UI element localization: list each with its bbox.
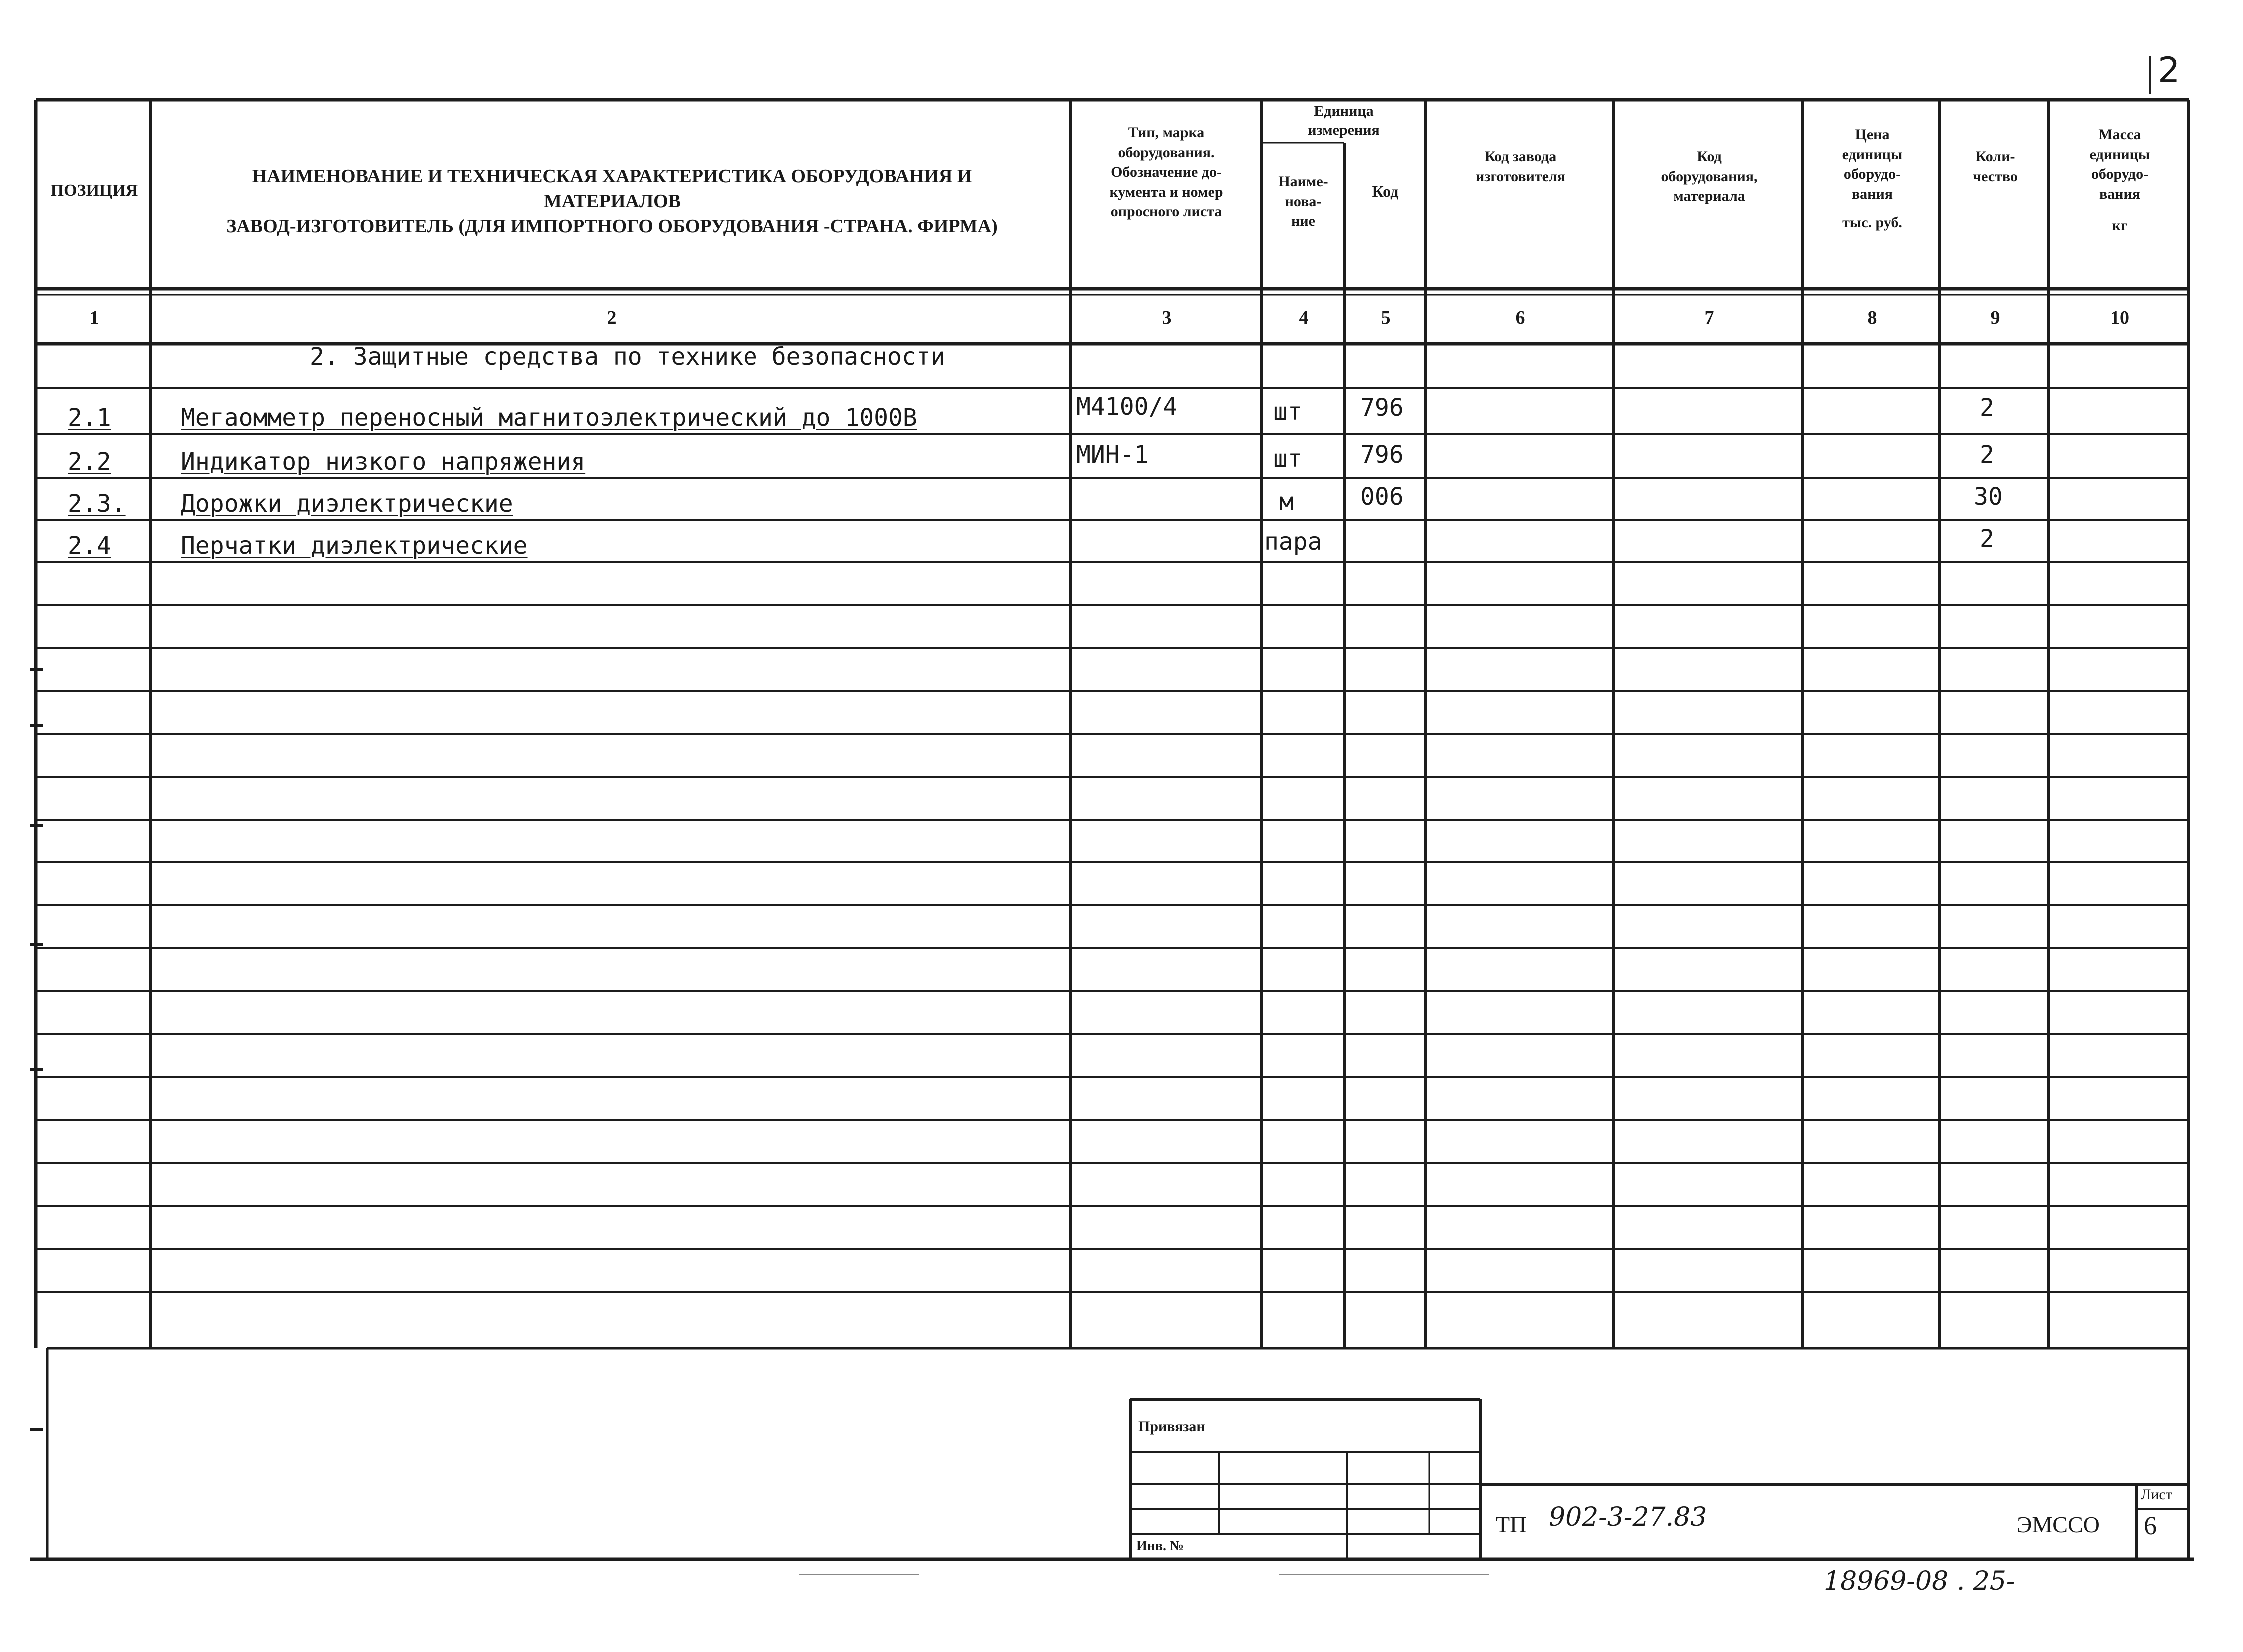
section-title: 2. Защитные средства по технике безопасности bbox=[310, 343, 945, 371]
row-unit: шт bbox=[1273, 445, 1302, 473]
header-col-mass-line4: вания bbox=[2099, 185, 2140, 202]
row-position: 2.1 bbox=[68, 404, 111, 432]
header-col-type-line2: оборудования. bbox=[1118, 144, 1215, 161]
header-col-price-line5: тыс. руб. bbox=[1842, 214, 1902, 231]
row-qty: 2 bbox=[1980, 525, 1994, 553]
header-unit-group-line1: Единица bbox=[1314, 103, 1374, 119]
column-number: 4 bbox=[1299, 307, 1309, 328]
row-code: 796 bbox=[1360, 441, 1404, 469]
row-unit: шт bbox=[1273, 398, 1302, 426]
column-number: 5 bbox=[1381, 307, 1391, 328]
header-col-name-line3: ЗАВОД-ИЗГОТОВИТЕЛЬ (ДЛЯ ИМПОРТНОГО ОБОРУДОВАНИЯ -СТРАНА. ФИРМА) bbox=[226, 216, 998, 237]
row-position: 2.2 bbox=[68, 448, 111, 476]
row-qty: 30 bbox=[1974, 483, 2003, 511]
header-col-equipment-code-line1: Код bbox=[1697, 148, 1722, 165]
row-name: Мегаомметр переносный магнитоэлектрический до 1000В bbox=[181, 404, 917, 432]
row-qty: 2 bbox=[1980, 441, 1994, 469]
header-col-mass-line5: кг bbox=[2112, 217, 2128, 234]
header-unit-group-line2: измерения bbox=[1308, 121, 1380, 138]
row-name: Индикатор низкого напряжения bbox=[181, 448, 586, 476]
header-col-manufacturer-code-line2: изготовителя bbox=[1475, 168, 1565, 185]
header-col-position: ПОЗИЦИЯ bbox=[50, 181, 138, 200]
document-number: 902-3-27.83 bbox=[1549, 1502, 1707, 1532]
inventory-number-label: Инв. № bbox=[1136, 1538, 1184, 1554]
header-col-type bbox=[1072, 123, 1260, 222]
document-prefix: ТП bbox=[1496, 1512, 1527, 1537]
column-number: 9 bbox=[1990, 307, 2000, 328]
header-col-mass-line3: оборудо- bbox=[2091, 166, 2149, 183]
header-col-unit-name-line1: Наиме- bbox=[1278, 173, 1328, 190]
row-type: МИН-1 bbox=[1076, 441, 1149, 469]
header-col-manufacturer-code-line1: Код завода bbox=[1484, 148, 1557, 165]
header-col-type-line3: Обозначение до- bbox=[1111, 164, 1222, 181]
column-number: 2 bbox=[607, 307, 617, 328]
header-col-price-line4: вания bbox=[1851, 185, 1893, 202]
row-name: Дорожки диэлектрические bbox=[181, 490, 513, 518]
header-col-unit-code: Код bbox=[1372, 182, 1399, 200]
header-col-name-line1: НАИМЕНОВАНИЕ И ТЕХНИЧЕСКАЯ ХАРАКТЕРИСТИКА ОБОРУДОВАНИЯ И bbox=[252, 166, 972, 187]
row-position: 2.3. bbox=[68, 490, 126, 518]
column-number: 10 bbox=[2110, 307, 2129, 328]
header-col-equipment-code-line3: материала bbox=[1673, 188, 1745, 205]
header-col-mass bbox=[2051, 125, 2189, 236]
header-col-unit-name-line3: ние bbox=[1291, 213, 1315, 230]
row-position: 2.4 bbox=[68, 532, 111, 560]
header-unit-group bbox=[1262, 102, 1425, 139]
column-number: 6 bbox=[1515, 307, 1525, 328]
header-col-price bbox=[1805, 125, 1940, 233]
header-col-unit-name-line2: нова- bbox=[1285, 193, 1322, 210]
header-col-type-line4: кумента и номер bbox=[1109, 183, 1223, 200]
header-col-unit-name bbox=[1262, 172, 1344, 231]
header-col-manufacturer-code bbox=[1427, 147, 1614, 186]
row-name: Перчатки диэлектрические bbox=[181, 532, 528, 560]
header-col-quantity-line1: Коли- bbox=[1975, 148, 2015, 165]
header-col-price-line3: оборудо- bbox=[1843, 166, 1901, 183]
header-col-type-line5: опросного листа bbox=[1110, 203, 1222, 220]
header-col-equipment-code bbox=[1616, 147, 1803, 206]
row-unit: м bbox=[1279, 488, 1294, 516]
row-unit: пара bbox=[1264, 528, 1322, 556]
row-type: М4100/4 bbox=[1076, 393, 1178, 421]
header-col-name-line2: МАТЕРИАЛОВ bbox=[543, 191, 681, 212]
header-col-mass-line2: единицы bbox=[2089, 146, 2150, 163]
row-qty: 2 bbox=[1980, 394, 1994, 422]
row-code: 006 bbox=[1360, 483, 1404, 511]
header-col-equipment-code-line2: оборудования, bbox=[1661, 168, 1758, 185]
privyazan-label: Привязан bbox=[1138, 1418, 1205, 1435]
header-col-quantity bbox=[1942, 147, 2049, 186]
archive-number: 18969-08 . 25- bbox=[1824, 1566, 2015, 1596]
header-col-price-line2: единицы bbox=[1842, 146, 1903, 163]
organization-code: ЭМССО bbox=[2017, 1512, 2100, 1537]
column-number: 3 bbox=[1162, 307, 1172, 328]
column-number: 7 bbox=[1704, 307, 1714, 328]
sheet-number: 6 bbox=[2144, 1512, 2157, 1540]
header-col-quantity-line2: чество bbox=[1973, 168, 2018, 185]
header-col-name bbox=[156, 164, 1068, 239]
column-number: 1 bbox=[89, 307, 99, 328]
header-col-type-line1: Тип, марка bbox=[1128, 124, 1205, 141]
column-number: 8 bbox=[1867, 307, 1877, 328]
sheet-label: Лист bbox=[2141, 1486, 2172, 1503]
sheet-corner-mark: 2 bbox=[2158, 50, 2180, 91]
header-col-mass-line1: Масса bbox=[2098, 126, 2141, 143]
row-code: 796 bbox=[1360, 394, 1404, 422]
header-col-price-line1: Цена bbox=[1855, 126, 1890, 143]
